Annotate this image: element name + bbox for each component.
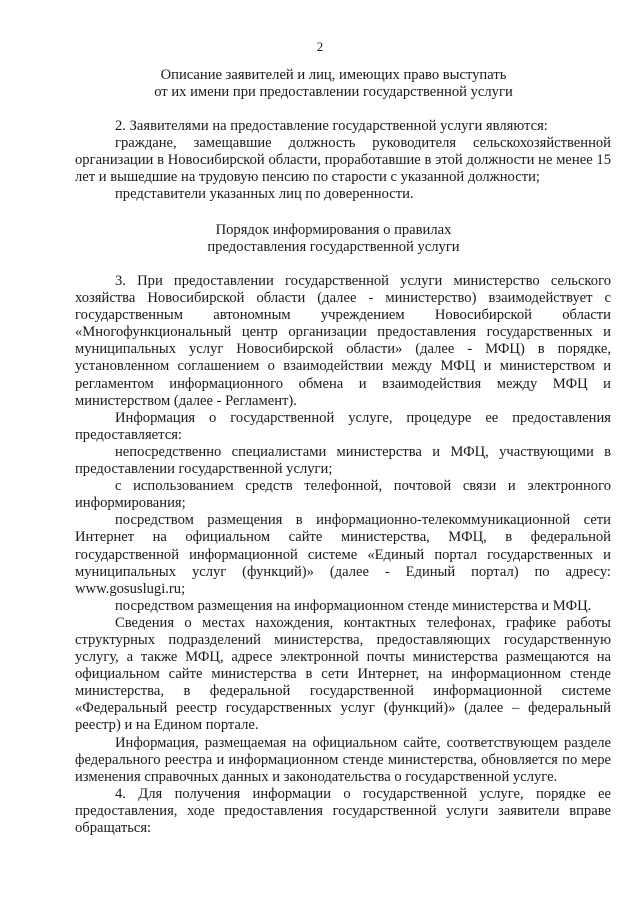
paragraph: 2. Заявителями на предоставление государственной услуги являются: — [115, 118, 548, 134]
paragraph: посредством размещения на информационном стенде министерства и МФЦ. — [115, 597, 592, 614]
paragraph: Сведения о местах нахождения, контактных телефонах, графике работы структурных подразделений министерства, предоставляющих государственную услугу, а также МФЦ, адресе электронной почты министерства размещаются на официальном сайте министерства в сети Интернет, на информационном стенде министерства, в федеральной государственной информационной системе «Федеральный реестр государственных услуг (функций)» (далее – федеральный реестр) и на Едином портале. — [75, 614, 611, 734]
heading-line: от их имени при предоставлении государственной услуги — [154, 84, 513, 101]
paragraph: непосредственно специалистами министерства и МФЦ, участвующими в предоставлении государственной услуги; — [75, 443, 611, 478]
paragraph: представители указанных лиц по доверенности. — [115, 186, 414, 203]
paragraph: 4. Для получения информации о государственной услуге, порядке ее предоставления, ходе предоставления государственной услуги заявители вправе обращаться: — [75, 785, 611, 836]
paragraph: Информация, размещаемая на официальном сайте, соответствующем разделе федерального реестра и информационном стенде министерства, обновляется по мере изменения справочных данных и законодательства о государственной услуге. — [75, 734, 611, 785]
paragraph: с использованием средств телефонной, почтовой связи и электронного информирования; — [75, 478, 611, 512]
paragraph: граждане, замещавшие должность руководителя сельскохозяйственной организации в Новосибирской области, проработавшие в этой должности не менее 15 лет и вышедшие на трудовую пенсию по старости с указанной должности; — [75, 135, 611, 186]
heading-line: Порядок информирования о правилах — [215, 222, 452, 238]
paragraph: Информация о государственной услуге, процедуре ее предоставления предоставляется: — [75, 409, 611, 443]
paragraph: посредством размещения в информационно-телекоммуникационной сети Интернет на официальном сайте министерства, МФЦ, в федеральной государственной информационной системе «Единый портал государственных и муниципальных услуг (функций)» (далее - Единый портал) по адресу: www.gosuslugi.ru; — [75, 512, 611, 597]
paragraph: 3. При предоставлении государственной услуги министерство сельского хозяйства Новосибирской области (далее - министерство) взаимодействует с государственным автономным учреждением Новосибирской области «Многофункциональный центр организации предоставления государственных и муниципальных услуг Новосибирской области» (далее - МФЦ) в порядке, установленном соглашением о взаимодействии между МФЦ и министерством и регламентом информационного обмена и взаимодействия между МФЦ и министерством (далее - Регламент). — [75, 273, 611, 409]
page-number: 2 — [316, 39, 324, 54]
section-heading-informing — [56, 222, 611, 256]
section-body-informing — [75, 273, 611, 837]
heading-line: Описание заявителей и лиц, имеющих право выступать — [160, 67, 507, 83]
heading-line: предоставления государственной услуги — [207, 239, 460, 256]
section-heading-applicants — [56, 67, 611, 101]
section-body-applicants — [75, 118, 611, 203]
